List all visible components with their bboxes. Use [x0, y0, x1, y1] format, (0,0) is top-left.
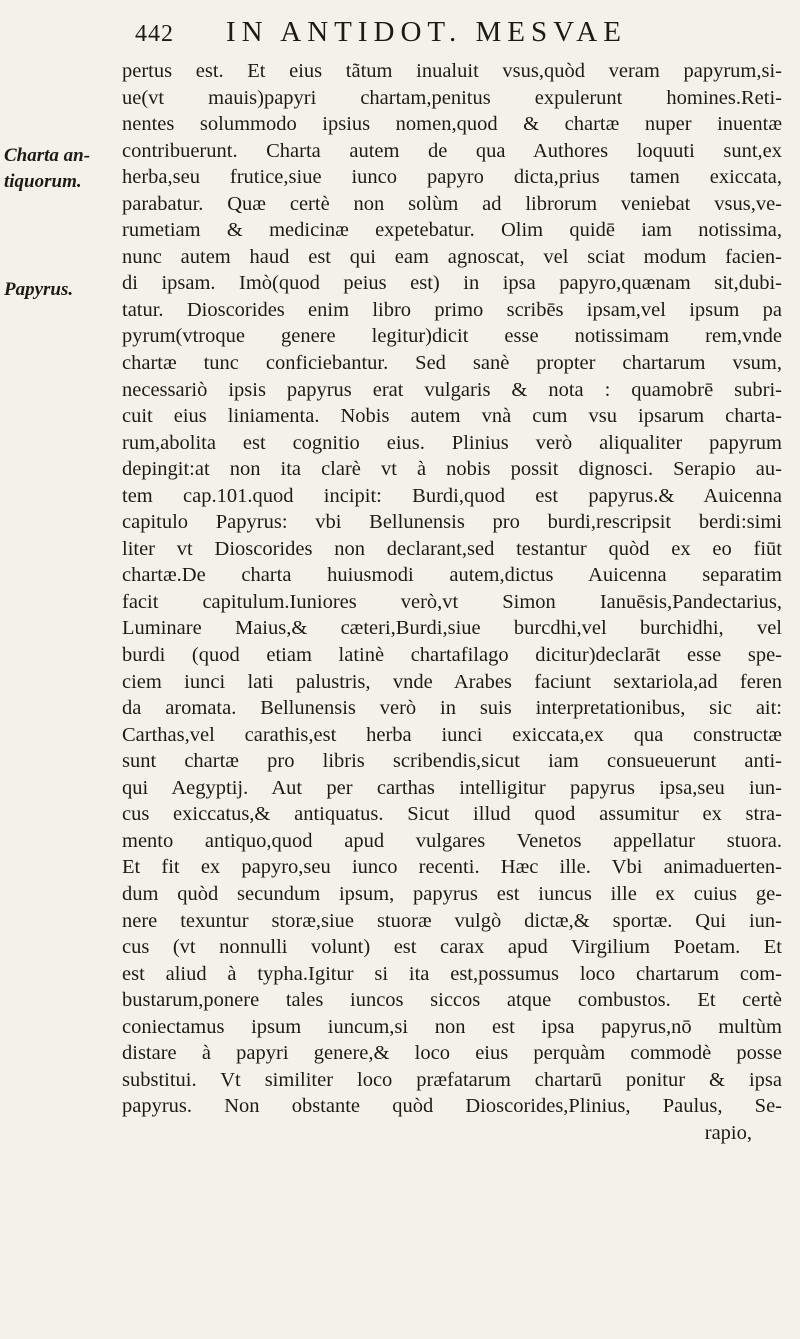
text-line: est aliud à typha.Igitur si ita est,possumus loco chartarum com- [122, 962, 782, 985]
text-line: papyrus. Non obstante quòd Dioscorides,Plinius, Paulus, Se- [122, 1095, 782, 1118]
text-line: Et fit ex papyro,seu iunco recenti. Hæc ille. Vbi animaduerten- [122, 856, 782, 879]
text-line: depingit:at non ita clarè vt à nobis possit dignosci. Serapio au- [122, 458, 782, 481]
text-line: nere texuntur storæ,siue stuoræ vulgò dictæ,& sportæ. Qui iun- [122, 909, 782, 932]
margin-note-papyrus [4, 277, 73, 303]
text-line: mento antiquo,quod apud vulgares Venetos appellatur stuora. [122, 829, 782, 852]
text-line: rumetiam & medicinæ expetebatur. Olim quidē iam notissima, [122, 219, 782, 242]
margin-note-line: tiquorum. [4, 171, 82, 192]
text-line: substitui. Vt similiter loco præfatarum chartarū ponitur & ipsa [122, 1068, 782, 1091]
text-line: burdi (quod etiam latinè chartafilago dicitur)declarāt esse spe- [122, 644, 782, 667]
text-line: tem cap.101.quod incipit: Burdi,quod est papyrus.& Auicenna [122, 484, 782, 507]
text-line: cuit eius liniamenta. Nobis autem vnà cum vsu ipsarum charta- [122, 405, 782, 428]
text-line: liter vt Dioscorides non declarant,sed testantur quòd ex eo fiūt [122, 537, 782, 560]
text-line: herba,seu frutice,siue iunco papyro dicta,prius tamen exiccata, [122, 166, 782, 189]
text-line: bustarum,ponere tales iuncos siccos atque combustos. Et certè [122, 989, 782, 1012]
page-header [135, 16, 695, 56]
text-line: Carthas,vel carathis,est herba iunci exiccata,ex qua constructæ [122, 723, 782, 746]
text-line: dum quòd secundum ipsum, papyrus est iuncus ille ex cuius ge- [122, 882, 782, 905]
text-line: facit capitulum.Iuniores verò,vt Simon Ianuēsis,Pandectarius, [122, 590, 782, 613]
running-title: IN ANTIDOT. MESVAE [226, 16, 627, 48]
text-line: di ipsam. Imò(quod peius est) in ipsa papyro,quænam sit,dubi- [122, 272, 782, 295]
text-line: parabatur. Quæ certè non solùm ad librorum veniebat vsus,ve- [122, 192, 782, 215]
text-line: Luminare Maius,& cæteri,Burdi,siue burcdhi,vel burchidhi, vel [122, 617, 782, 640]
margin-note-line: Charta an- [4, 145, 91, 166]
text-line: ue(vt mauis)papyri chartam,penitus expulerunt homines.Reti- [122, 86, 782, 109]
text-line: nentes solummodo ipsius nomen,quod & chartæ nuper inuentæ [122, 113, 782, 136]
text-line: da aromata. Bellunensis verò in suis interpretationibus, sic ait: [122, 697, 782, 720]
text-line: pertus est. Et eius tãtum inualuit vsus,quòd veram papyrum,si- [122, 60, 782, 82]
text-line: distare à papyri genere,& loco eius perquàm commodè posse [122, 1042, 782, 1065]
text-line: chartæ tunc conficiebantur. Sed sanè propter chartarum vsum, [122, 352, 782, 375]
main-text-block [122, 58, 782, 1146]
text-line: tatur. Dioscorides enim libro primo scribēs ipsam,vel ipsum pa [122, 298, 782, 321]
text-line: rum,abolita est cognitio eius. Plinius verò aliqualiter papyrum [122, 431, 782, 454]
text-line: ciem iunci lati palustris, vnde Arabes faciunt sextariola,ad feren [122, 670, 782, 693]
margin-note-charta-antiquorum [4, 143, 90, 195]
text-line: nunc autem haud est qui eam agnoscat, vel sciat modum facien- [122, 245, 782, 268]
text-line: contribuerunt. Charta autem de qua Authores loquuti sunt,ex [122, 139, 782, 162]
text-line: coniectamus ipsum iuncum,si non est ipsa papyrus,nō multùm [122, 1015, 782, 1038]
margin-note-line: Papyrus. [4, 279, 74, 300]
text-line: chartæ.De charta huiusmodi autem,dictus Auicenna separatim [122, 564, 782, 587]
catchword: rapio, [704, 1121, 752, 1144]
page-number: 442 [135, 21, 174, 47]
text-line: cus (vt nonnulli volunt) est carax apud Virgilium Poetam. Et [122, 936, 782, 959]
text-line: qui Aegyptij. Aut per carthas intelligitur papyrus ipsa,seu iun- [122, 776, 782, 799]
text-line: pyrum(vtroque genere legitur)dicit esse notissimam rem,vnde [122, 325, 782, 348]
text-line: sunt chartæ pro libris scribendis,sicut iam consueuerunt anti- [122, 750, 782, 773]
text-line: cus exiccatus,& antiquatus. Sicut illud quod assumitur ex stra- [122, 803, 782, 826]
text-line: capitulo Papyrus: vbi Bellunensis pro burdi,rescripsit berdi:simi [122, 511, 782, 534]
text-line: necessariò ipsis papyrus erat vulgaris & nota : quamobrē subri- [122, 378, 782, 401]
